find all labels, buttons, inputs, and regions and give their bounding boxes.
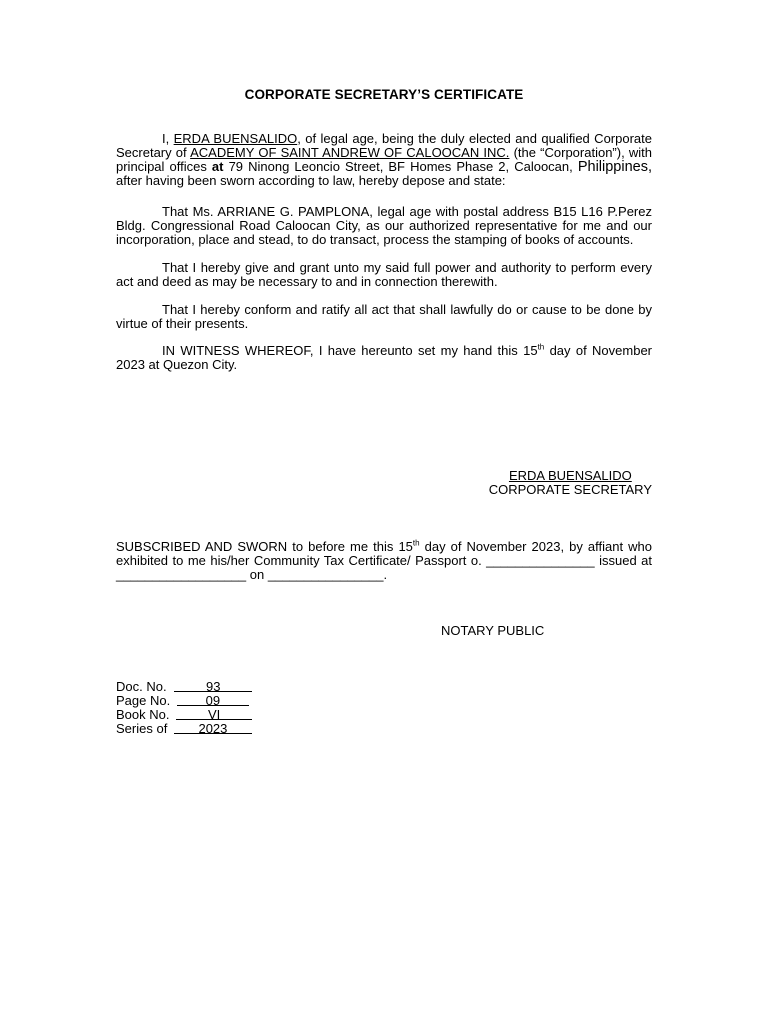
p1-at: at [211,159,224,174]
ledger-book-row [116,708,252,722]
book-no-label: Book No. [116,707,170,722]
notarial-ledger [116,680,252,736]
ledger-page-row [116,694,252,708]
series-label: Series of [116,721,168,736]
paragraph-authority [116,261,652,289]
paragraph-appointment [116,132,652,188]
jurat-text-a: SUBSCRIBED AND SWORN to before me this 15 [116,539,413,554]
series-value: 2023 [174,722,252,734]
p1-text-a: I, [162,131,174,146]
paragraph-witness [116,344,652,372]
p5-text-b: day of November 2023 at Quezon City. [116,343,652,372]
book-no-value: VI [176,708,252,720]
p1-text-c: (the “Corporation”), with principal offices [116,145,652,174]
paragraph-jurat [116,540,652,582]
p1-country: Philippines, [577,159,652,175]
doc-no-label: Doc. No. [116,679,167,694]
page-no-label: Page No. [116,693,171,708]
page-no-value: 09 [177,694,249,706]
jurat-text-b: day of November 2023, by affiant who exhibited to me his/her Community Tax Certificate/ Passport o. _______________ issued at __________________ on ________________. [116,539,653,582]
corporation-name: ACADEMY OF SAINT ANDREW OF CALOOCAN INC. [190,145,510,160]
paragraph-representative [116,205,652,247]
signatory-name: ERDA BUENSALIDO [508,468,632,483]
ledger-doc-row [116,680,252,694]
p5-sup: th [537,342,545,352]
p2-text: That Ms. ARRIANE G. PAMPLONA, legal age with postal address B15 L16 P.Perez Bldg. Congressional Road Caloocan City, as our authorized representative for me and our incorporation, place and stead, to do transact, process the stamping of books of accounts. [116,204,652,247]
ledger-series-row [116,722,252,736]
signatory-role: CORPORATE SECRETARY [488,482,652,497]
signature-block [489,469,652,497]
notary-public-label: NOTARY PUBLIC [441,623,545,638]
p5-text-a: IN WITNESS WHEREOF, I have hereunto set my hand this 15 [162,343,538,358]
p1-text-b: , of legal age, being the duly elected and qualified Corporate Secretary of [116,131,652,160]
paragraph-ratify [116,303,652,331]
doc-no-value: 93 [174,680,252,692]
p1-text-e: after having been sworn according to law, hereby depose and state: [116,173,506,188]
p4-text: That I hereby conform and ratify all act that shall lawfully do or cause to be done by virtue of their presents. [116,302,652,331]
document-title: CORPORATE SECRETARY’S CERTIFICATE [244,87,524,102]
secretary-name: ERDA BUENSALIDO [173,131,298,146]
jurat-sup: th [412,538,420,548]
p3-text: That I hereby give and grant unto my said full power and authority to perform every act and deed as may be necessary to and in connection therewith. [116,260,652,289]
p1-text-d: 79 Ninong Leoncio Street, BF Homes Phase 2, Caloocan, [223,159,578,174]
